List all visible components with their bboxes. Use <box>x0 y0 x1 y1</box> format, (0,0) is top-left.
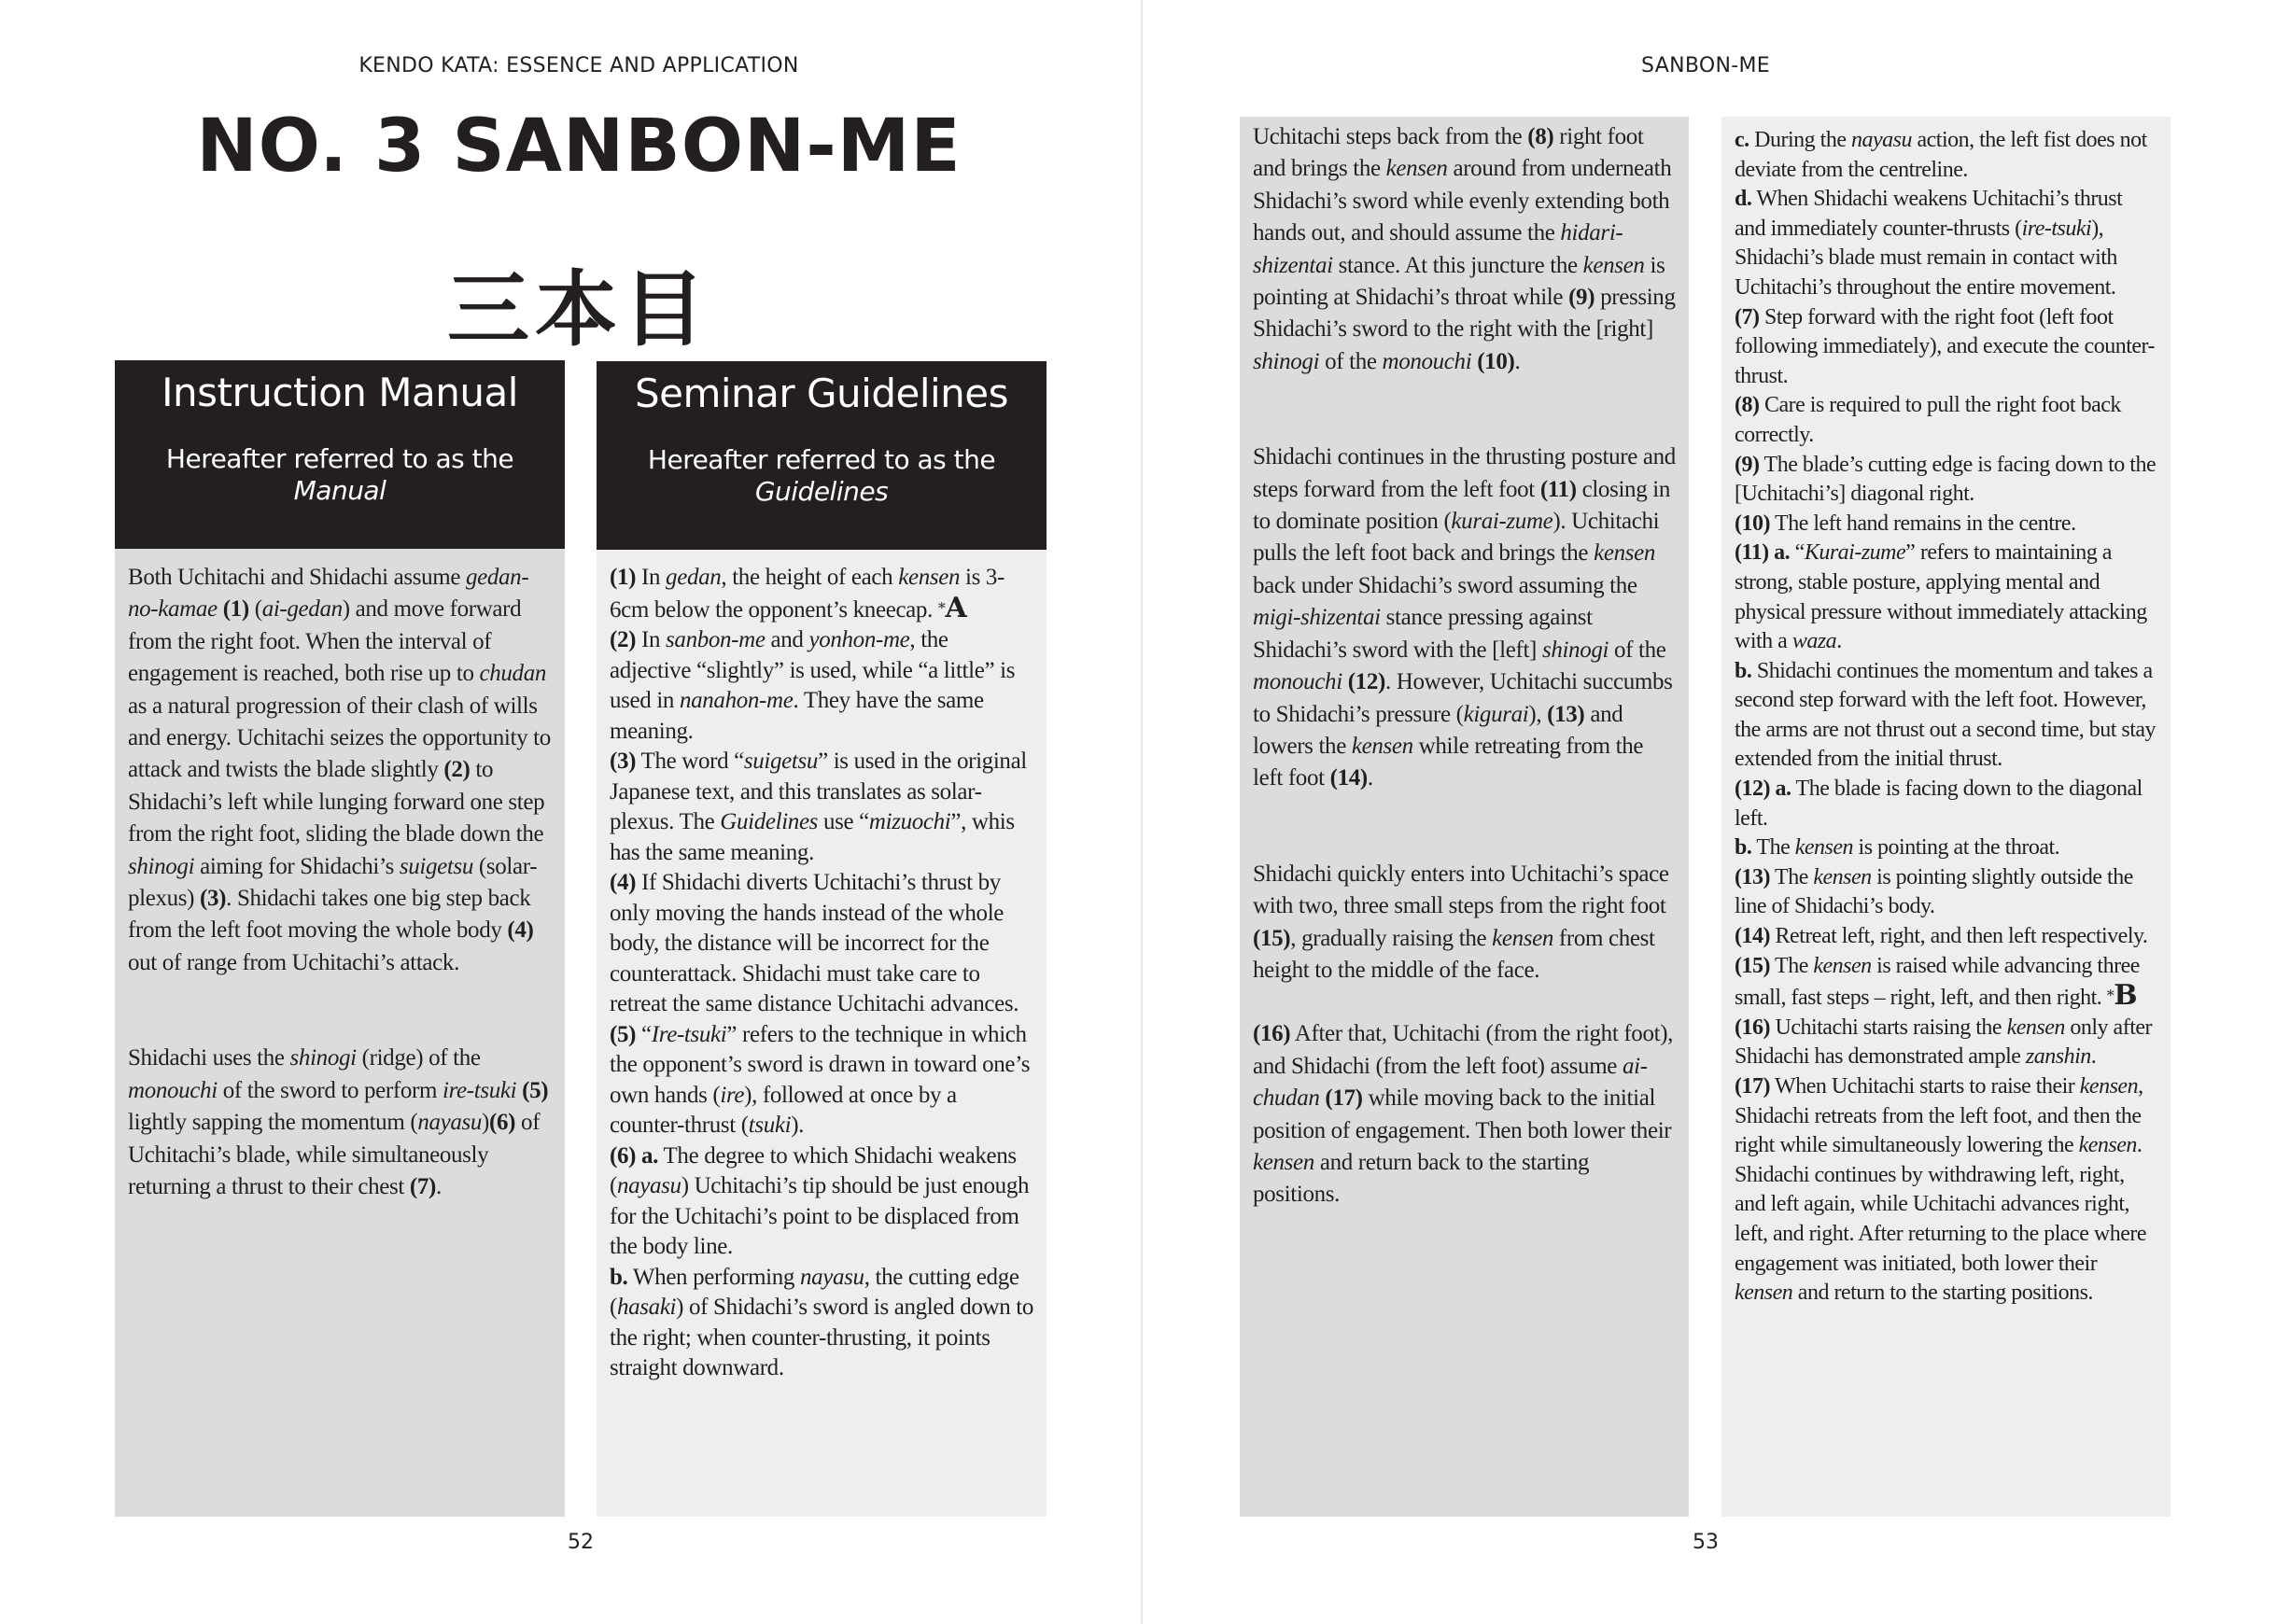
manual-body-continued <box>1240 117 1689 1211</box>
term: kigurai <box>1463 701 1529 727</box>
step-number: (16) <box>1735 1015 1770 1040</box>
text-run: “ <box>636 1021 652 1047</box>
term: monouchi <box>128 1077 218 1103</box>
text-run: and return to the starting positions. <box>1792 1281 2093 1306</box>
term: ire <box>720 1082 745 1108</box>
step-number: (14) <box>1735 924 1770 949</box>
text-run: The left hand remains in the centre. <box>1769 511 2076 536</box>
text-run: Shidachi continues the momentum and takes a second step forward with the left foot. However, the arms are not thrust out a second time, but stay extended from the initial thrust. <box>1735 658 2157 772</box>
paragraph <box>1735 657 2157 775</box>
text-run: . However, Uchitachi succumbs to Shidachi’s pressure ( <box>1253 669 1673 727</box>
text-run: from chest height to the middle of the face. <box>1253 925 1655 983</box>
paragraph <box>1735 185 2157 302</box>
guidelines-column <box>597 361 1047 1517</box>
step-number: (2) <box>443 757 471 783</box>
step-number: (1) <box>222 596 249 623</box>
step-number: (8) <box>1527 124 1554 149</box>
step-number: (13) <box>1735 864 1770 889</box>
step-number: (15) <box>1735 953 1770 978</box>
text-run: ( <box>248 596 262 623</box>
text-run: is pointing at the throat. <box>1853 835 2060 861</box>
guidelines-subheading <box>597 444 1047 508</box>
step-number: b. <box>610 1264 628 1290</box>
paragraph <box>128 1043 552 1203</box>
paragraph <box>1735 952 2157 1014</box>
term: kensen <box>1813 953 1872 978</box>
text-run: aiming for Shidachi’s <box>194 853 400 879</box>
text-run: is pointing slightly outside the line of Shidachi’s body. <box>1735 864 2133 919</box>
term: tsuki <box>748 1113 792 1138</box>
term: kensen <box>1594 540 1655 567</box>
text-run: , the cutting edge ( <box>610 1264 1019 1320</box>
page-title: NO. 3 SANBON-ME <box>196 105 962 189</box>
text-run: The blade is facing down to the diagonal left. <box>1735 777 2143 831</box>
term: ire-tsuki <box>2021 216 2092 241</box>
term: kensen <box>2078 1133 2137 1158</box>
text-run: pressing Shidachi’s sword to the right with the [right] <box>1253 285 1676 343</box>
text-run: around from underneath Shidachi’s sword while evenly extending both hands out, and should assume the <box>1253 156 1672 246</box>
paragraph <box>1735 922 2157 952</box>
text-run: is pointing at Shidachi’s throat while <box>1253 252 1665 311</box>
paragraph <box>1253 1018 1676 1211</box>
paragraph <box>1735 303 2157 392</box>
term: nayasu <box>1850 128 1912 152</box>
text-run: Uchitachi starts raising the <box>1769 1015 2007 1040</box>
paragraph <box>1735 126 2157 185</box>
guidelines-body <box>597 550 1047 1384</box>
text-run: ” refers to maintaining a strong, stable posture, applying mental and physical pressure without immediately attacking with a <box>1735 540 2147 654</box>
guidelines-column-continued <box>1721 117 2171 1517</box>
step-number: (1) <box>610 565 637 590</box>
text-run: If Shidachi diverts Uchitachi’s thrust by only moving the hands instead of the whole body, the distance will be incorrect for the counterattack. Shidachi must take care to retreat the same distance Uchitachi advances. <box>610 870 1019 1016</box>
step-number: (17) <box>1735 1074 1770 1099</box>
guidelines-subheading-text: Hereafter referred to as the <box>647 444 996 475</box>
text-run: . Shidachi continues by withdrawing left, right, and left again, while Uchitachi advances right, left, and right. After returning to the place where engagement was initiated, both lower their <box>1735 1133 2146 1276</box>
term: Ire-tsuki <box>651 1021 727 1047</box>
paragraph <box>1735 391 2157 450</box>
step-number: (8) <box>1735 393 1760 418</box>
paragraph <box>128 562 552 979</box>
text-run: action, the left fist does not deviate from the centreline. <box>1735 128 2147 182</box>
term: kensen <box>1735 1281 1793 1306</box>
text-run: . They have the same meaning. <box>610 688 984 744</box>
text-run: lightly sapping the momentum ( <box>128 1110 418 1136</box>
page-number: 53 <box>1693 1531 1719 1554</box>
reference-marker: * B <box>2107 979 2137 1012</box>
text-run: is 3-6cm below the opponent’s kneecap. <box>610 565 1005 623</box>
manual-column-continued <box>1240 117 1689 1517</box>
reference-marker: * A <box>938 592 967 624</box>
term: monouchi <box>1253 669 1342 695</box>
text-run: ). <box>791 1113 805 1138</box>
text-run: The <box>1751 835 1795 861</box>
running-header: KENDO KATA: ESSENCE AND APPLICATION <box>358 54 799 77</box>
text-run: as a natural progression of their clash of wills and energy. Uchitachi seizes the opportunity to attack and twists the blade slightly <box>128 693 551 783</box>
term: kensen <box>898 565 961 590</box>
text-run: and lowers the <box>1253 701 1623 759</box>
term: yonhon-me <box>808 627 910 652</box>
term: kensen <box>1813 864 1872 889</box>
text-run: ). Uchitachi pulls the left foot back and brings the <box>1253 509 1660 567</box>
term: ai-chudan <box>1253 1053 1648 1112</box>
term: Guidelines <box>720 809 819 834</box>
term: sanbon-me <box>666 627 766 652</box>
step-number: (12) a. <box>1735 777 1791 802</box>
term: suigetsu <box>743 749 819 774</box>
step-number: (9) <box>1568 285 1595 311</box>
paragraph <box>1253 441 1676 794</box>
term: kensen <box>1253 1149 1314 1175</box>
term: migi-shizentai <box>1253 605 1381 631</box>
text-run: closing in to dominate position ( <box>1253 476 1671 535</box>
text-run: Step forward with the right foot (left foot following immediately), and execute the counter-thrust. <box>1735 304 2156 388</box>
step-number: (17) <box>1325 1085 1363 1112</box>
step-number: (4) <box>507 917 534 944</box>
manual-subheading <box>115 443 565 507</box>
manual-subheading-text: Hereafter referred to as the <box>165 443 514 474</box>
text-run: ) Uchitachi’s tip should be just enough for the Uchitachi’s point to be displaced from the body line. <box>610 1173 1030 1259</box>
term: waza <box>1791 629 1837 654</box>
text-run: and return back to the starting positions. <box>1253 1149 1590 1208</box>
term: ire-tsuki <box>443 1077 517 1103</box>
step-number: (3) <box>610 749 637 774</box>
text-run: , the adjective “slightly” is used, while “a little” is used in <box>610 627 1016 713</box>
text-run: The blade’s cutting edge is facing down to the [Uchitachi’s] diagonal right. <box>1735 452 2157 507</box>
step-number: (3) <box>200 886 227 912</box>
text-run: Shidachi quickly enters into Uchitachi’s space with two, three small steps from the right foot <box>1253 861 1669 919</box>
paragraph <box>1253 859 1676 987</box>
term: nayasu <box>799 1264 864 1290</box>
text-run: , gradually raising the <box>1290 925 1493 951</box>
term: kensen <box>1582 252 1645 278</box>
step-number: (6) <box>489 1110 516 1136</box>
paragraph <box>610 1020 1033 1141</box>
text-run: , Shidachi retreats from the left foot, and then the right while simultaneously lowering the <box>1735 1074 2143 1158</box>
paragraph <box>1735 863 2157 922</box>
text-run: while moving back to the initial position of engagement. Then both lower their <box>1253 1085 1672 1143</box>
paragraph <box>1735 1072 2157 1309</box>
page-number: 52 <box>568 1531 594 1554</box>
text-run: ) of Shidachi’s sword is angled down to the right; when counter-thrusting, it points straight downward. <box>610 1295 1033 1380</box>
step-number: d. <box>1735 187 1752 212</box>
term: suigetsu <box>399 853 474 879</box>
text-run: ), followed at once by a counter-thrust ( <box>610 1082 957 1138</box>
text-run: use “ <box>818 809 869 834</box>
text-run: When Uchitachi starts to raise their <box>1769 1074 2080 1099</box>
text-run: The <box>1769 864 1814 889</box>
paragraph <box>1735 775 2157 833</box>
step-number: (16) <box>1253 1021 1291 1047</box>
paragraph <box>610 625 1033 747</box>
term: mizuochi <box>868 809 951 834</box>
paragraph <box>610 747 1033 868</box>
text-run: ) and move forward from the right foot. When the interval of engagement is reached, both rise up to <box>128 596 522 687</box>
step-number: b. <box>1735 658 1752 683</box>
text-run: ), Shidachi’s blade must remain in contact with Uchitachi’s throughout the entire movement. <box>1735 216 2117 300</box>
text-run: right foot and brings the <box>1253 124 1644 182</box>
term: ai-gedan <box>261 596 343 623</box>
paragraph <box>610 1141 1033 1263</box>
term: monouchi <box>1382 348 1472 374</box>
text-run: When Shidachi weakens Uchitachi’s thrust and immediately counter-thrusts ( <box>1735 187 2123 241</box>
text-run: is raised while advancing three small, fast steps – right, left, and then right. <box>1735 953 2140 1011</box>
term: kensen <box>1794 835 1854 861</box>
step-number: (2) <box>610 627 637 652</box>
step-number: (7) <box>409 1173 437 1199</box>
term: nanahon-me <box>679 688 794 713</box>
term: Kurai-zume <box>1804 540 1906 566</box>
text-run: ”, whis has the same meaning. <box>610 809 1015 865</box>
step-number: (5) <box>522 1077 549 1103</box>
term: shinogi <box>289 1045 357 1071</box>
text-run: In <box>636 627 667 652</box>
paragraph <box>610 563 1033 625</box>
running-header: SANBON-ME <box>1641 54 1770 77</box>
term: kensen <box>1385 156 1448 182</box>
term: kensen <box>1492 925 1554 951</box>
text-run: . <box>1836 629 1842 654</box>
term: kurai-zume <box>1451 509 1553 535</box>
text-run: Retreat left, right, and then left respectively. <box>1769 924 2148 949</box>
text-run: (solar-plexus) <box>128 853 538 912</box>
paragraph <box>1253 121 1676 378</box>
text-run: In <box>636 565 667 590</box>
term: kensen <box>1351 733 1413 759</box>
step-number: (7) <box>1735 304 1760 329</box>
term: shinogi <box>1253 348 1320 374</box>
text-run: When performing <box>627 1264 800 1290</box>
guidelines-subheading-italic: Guidelines <box>754 476 889 507</box>
term: kensen <box>2006 1015 2065 1040</box>
paragraph <box>610 868 1033 1020</box>
guidelines-heading: Seminar Guidelines <box>634 371 1009 416</box>
step-number: (13) <box>1547 701 1585 727</box>
text-run: Both Uchitachi and Shidachi assume <box>128 565 466 590</box>
text-run: to Shidachi’s left while lunging forward one step from the right foot, sliding the blade down the <box>128 757 545 847</box>
step-number: (4) <box>610 870 637 895</box>
step-number: (14) <box>1329 765 1368 791</box>
text-run: ” is used in the original Japanese text, and this translates as solar-plexus. The <box>610 749 1027 834</box>
text-run: back under Shidachi’s sword assuming the <box>1253 572 1637 598</box>
paragraph <box>1735 833 2157 863</box>
term: chudan <box>479 661 546 687</box>
text-run: while retreating from the left foot <box>1253 733 1644 791</box>
text-run: “ <box>1790 540 1805 566</box>
term: nayasu <box>417 1110 483 1136</box>
term: shinogi <box>128 853 195 879</box>
text-run: ” refers to the technique in which the opponent’s sword is drawn in toward one’s own hands ( <box>610 1021 1031 1108</box>
term: nayasu <box>616 1173 681 1198</box>
step-number: (12) <box>1347 669 1385 695</box>
text-run: . <box>1367 765 1373 791</box>
manual-column-header <box>115 360 565 549</box>
text-run: ), <box>1528 701 1548 727</box>
text-run: of Uchitachi’s blade, while simultaneously returning a thrust to their chest <box>128 1110 541 1199</box>
text-run: Shidachi uses the <box>128 1045 290 1071</box>
text-run: stance. At this juncture the <box>1332 252 1583 278</box>
step-number: c. <box>1735 128 1749 152</box>
paragraph <box>1735 539 2157 656</box>
kanji-title: 三本目 <box>446 260 710 357</box>
step-number: (5) <box>610 1021 637 1047</box>
term: gedan-no-kamae <box>128 565 529 623</box>
text-run: . <box>1514 348 1521 374</box>
manual-body <box>115 549 565 1203</box>
step-number: (11) <box>1539 476 1577 502</box>
term: hasaki <box>616 1295 677 1320</box>
text-run: (ridge) of the <box>356 1045 481 1071</box>
text-run: of the <box>1609 637 1666 663</box>
text-run: out of range from Uchitachi’s attack. <box>128 949 459 975</box>
paragraph <box>610 1263 1033 1384</box>
text-run: Uchitachi steps back from the <box>1253 124 1528 149</box>
text-run: only after Shidachi has demonstrated ample <box>1735 1015 2152 1070</box>
guidelines-body-continued <box>1721 117 2171 1309</box>
paragraph <box>1735 451 2157 510</box>
text-run: . <box>2090 1044 2097 1070</box>
text-run: . <box>436 1173 442 1199</box>
step-number: b. <box>1735 835 1752 861</box>
text-run: . Shidachi takes one big step back from the left foot moving the whole body <box>128 886 531 944</box>
step-number: (6) a. <box>610 1142 659 1169</box>
term: shinogi <box>1541 637 1609 663</box>
text-run: Care is required to pull the right foot back correctly. <box>1735 393 2121 447</box>
text-run: and <box>765 627 809 652</box>
text-run: The word “ <box>636 749 744 774</box>
step-number: (9) <box>1735 452 1760 477</box>
step-number: (15) <box>1253 925 1291 951</box>
paragraph <box>1735 510 2157 539</box>
term: gedan <box>666 565 722 590</box>
guidelines-column-header <box>597 361 1047 550</box>
right-page <box>1143 0 2276 1624</box>
text-run: of the <box>1319 348 1383 374</box>
text-run: of the sword to perform <box>217 1077 443 1103</box>
text-run: The degree to which Shidachi weakens ( <box>610 1142 1017 1198</box>
step-number: (10) <box>1477 348 1515 374</box>
text-run: Shidachi continues in the thrusting posture and steps forward from the left foot <box>1253 444 1676 502</box>
step-number: (11) a. <box>1735 540 1791 566</box>
paragraph <box>1735 1014 2157 1072</box>
term: hidari-shizentai <box>1253 220 1623 278</box>
text-run: During the <box>1749 128 1851 152</box>
text-run: ) <box>482 1110 490 1136</box>
text-run: The <box>1769 953 1814 978</box>
text-run: stance pressing against Shidachi’s sword with the [left] <box>1253 605 1593 663</box>
term: kensen <box>2079 1074 2139 1099</box>
manual-heading: Instruction Manual <box>162 370 518 415</box>
manual-column <box>115 360 565 1517</box>
term: zanshin <box>2025 1044 2091 1070</box>
manual-subheading-italic: Manual <box>293 475 386 506</box>
text-run: , the height of each <box>721 565 899 590</box>
step-number: (10) <box>1735 511 1770 536</box>
text-run: After that, Uchitachi (from the right foot), and Shidachi (from the left foot) assume <box>1253 1021 1674 1079</box>
